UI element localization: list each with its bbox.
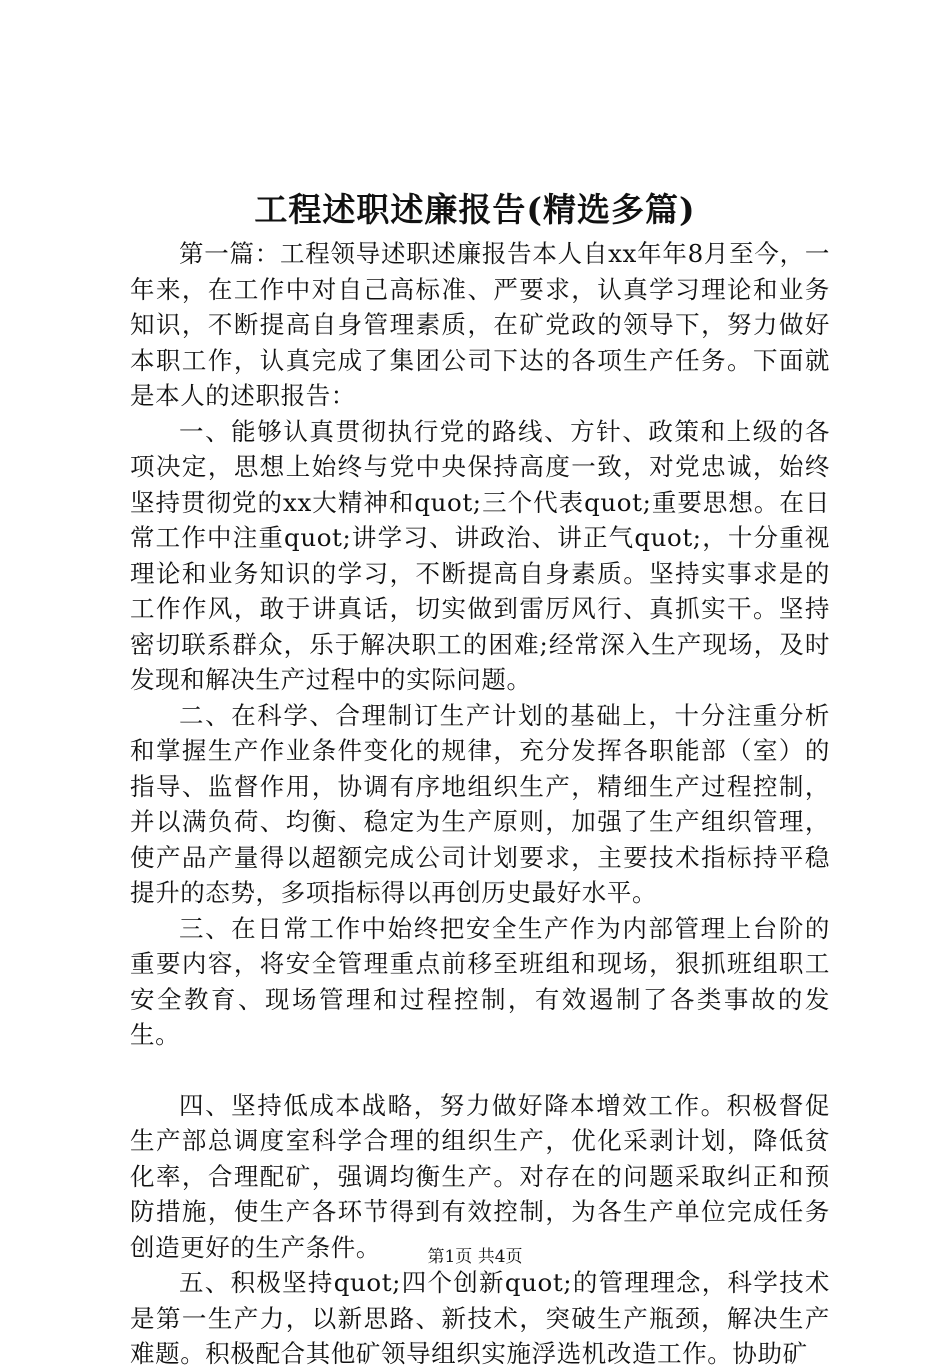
paragraph-4: 四、坚持低成本战略，努力做好降本增效工作。积极督促生产部总调度室科学合理的组织生产，优化采剥计划，降低贫化率，合理配矿，强调均衡生产。对存在的问题采取纠正和预防措施，使生产各环节得到有效控制，为各生产单位完成任务创造更好的生产条件。: [130, 1090, 830, 1262]
page-footer: 第1页 共4页: [427, 1247, 523, 1267]
paragraph-intro: 第一篇：工程领导述职述廉报告本人自xx年年8月至今，一年来，在工作中对自己高标准、严要求，认真学习理论和业务知识，不断提高自身管理素质，在矿党政的领导下，努力做好本职工作，认真完成了集团公司下达的各项生产任务。下面就是本人的述职报告：: [130, 239, 830, 410]
paragraph-1: 一、能够认真贯彻执行党的路线、方针、政策和上级的各项决定，思想上始终与党中央保持高度一致，对党忠诚，始终坚持贯彻党的xx大精神和quot;三个代表quot;重要思想。在日常工作中注重quot;讲学习、讲政治、讲正气quot;，十分重视理论和业务知识的学习，不断提高自身素质。坚持实事求是的工作作风，敢于讲真话，切实做到雷厉风行、真抓实干。坚持密切联系群众，乐于解决职工的困难;经常深入生产现场，及时发现和解决生产过程中的实际问题。: [130, 416, 830, 694]
document-body: [130, 236, 830, 1372]
paragraph-2: 二、在科学、合理制订生产计划的基础上，十分注重分析和掌握生产作业条件变化的规律，充分发挥各职能部（室）的指导、监督作用，协调有序地组织生产，精细生产过程控制，并以满负荷、均衡、稳定为生产原则，加强了生产组织管理，使产品产量得以超额完成公司计划要求，主要技术指标持平稳提升的态势，多项指标得以再创历史最好水平。: [130, 700, 830, 907]
document-title: 工程述职述廉报告(精选多篇): [254, 190, 696, 229]
paragraph-5: 五、积极坚持quot;四个创新quot;的管理理念，科学技术是第一生产力，以新思路、新技术，突破生产瓶颈，解决生产难题。积极配合其他矿领导组织实施浮选机改造工作。协助矿: [130, 1268, 830, 1368]
paragraph-3: 三、在日常工作中始终把安全生产作为内部管理上台阶的重要内容，将安全管理重点前移至班组和现场，狠抓班组职工安全教育、现场管理和过程控制，有效遏制了各类事故的发生。: [130, 913, 830, 1049]
